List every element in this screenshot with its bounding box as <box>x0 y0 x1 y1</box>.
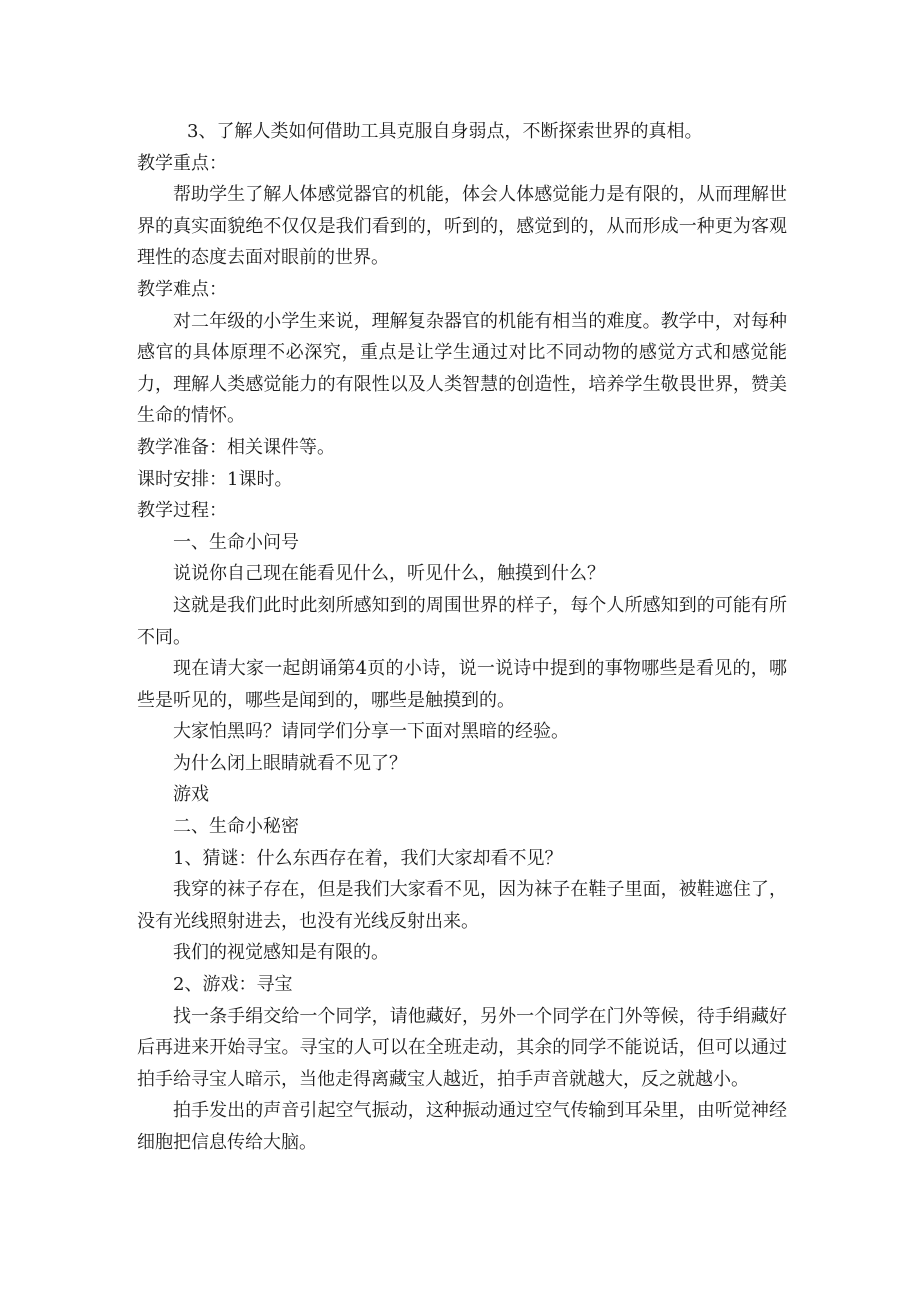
paragraph: 2、游戏：寻宝 <box>173 974 293 996</box>
section-1-title: 一、生命小问号 <box>173 531 299 553</box>
paragraph: 大家怕黑吗？请同学们分享一下面对黑暗的经验。 <box>173 721 569 743</box>
paragraph: 说说你自己现在能看见什么，听见什么，触摸到什么？ <box>173 563 605 585</box>
heading-key-points: 教学重点： <box>137 152 227 174</box>
paragraph: 我们的视觉感知是有限的。 <box>173 942 389 964</box>
heading-process: 教学过程： <box>137 500 227 522</box>
paragraph: 拍手发出的声音引起空气振动，这种振动通过空气传输到耳朵里，由听觉神经细胞把信息传给大脑。 <box>137 1100 787 1153</box>
objective-3: 3、了解人类如何借助工具克服自身弱点，不断探索世界的真相。 <box>187 121 703 142</box>
difficulties-text: 对二年级的小学生来说，理解复杂器官的机能有相当的难度。教学中，对每种感官的具体原理不必深究，重点是让学生通过对比不同动物的感觉方式和感觉能力，理解人类感觉能力的有限性以及人类智慧的创造性，培养学生敬畏世界，赞美生命的情怀。 <box>137 310 787 427</box>
paragraph: 现在请大家一起朗诵第4页的小诗，说一说诗中提到的事物哪些是看见的，哪些是听见的，哪些是闻到的，哪些是触摸到的。 <box>137 658 787 711</box>
paragraph: 找一条手绢交给一个同学，请他藏好，另外一个同学在门外等候，待手绢藏好后再进来开始寻宝。寻宝的人可以在全班走动，其余的同学不能说话，但可以通过拍手给寻宝人暗示，当他走得离藏宝人越近，拍手声音就越大，反之就越小。 <box>137 1005 787 1090</box>
preparation-line: 教学准备：相关课件等。 <box>137 436 335 458</box>
document-body <box>137 116 787 1159</box>
paragraph: 1、猜谜：什么东西存在着，我们大家却看不见？ <box>173 847 563 869</box>
heading-difficulties: 教学难点： <box>137 278 227 300</box>
paragraph: 我穿的袜子存在，但是我们大家看不见，因为袜子在鞋子里面，被鞋遮住了，没有光线照射进去，也没有光线反射出来。 <box>137 879 787 932</box>
paragraph: 这就是我们此时此刻所感知到的周围世界的样子，每个人所感知到的可能有所不同。 <box>137 594 787 648</box>
paragraph: 为什么闭上眼睛就看不见了？ <box>173 752 407 774</box>
schedule-line: 课时安排：1课时。 <box>137 468 293 490</box>
section-2-title: 二、生命小秘密 <box>173 816 299 838</box>
paragraph: 游戏 <box>173 784 209 806</box>
key-points-text: 帮助学生了解人体感觉器官的机能，体会人体感觉能力是有限的，从而理解世界的真实面貌绝不仅仅是我们看到的，听到的，感觉到的，从而形成一种更为客观理性的态度去面对眼前的世界。 <box>137 184 787 269</box>
